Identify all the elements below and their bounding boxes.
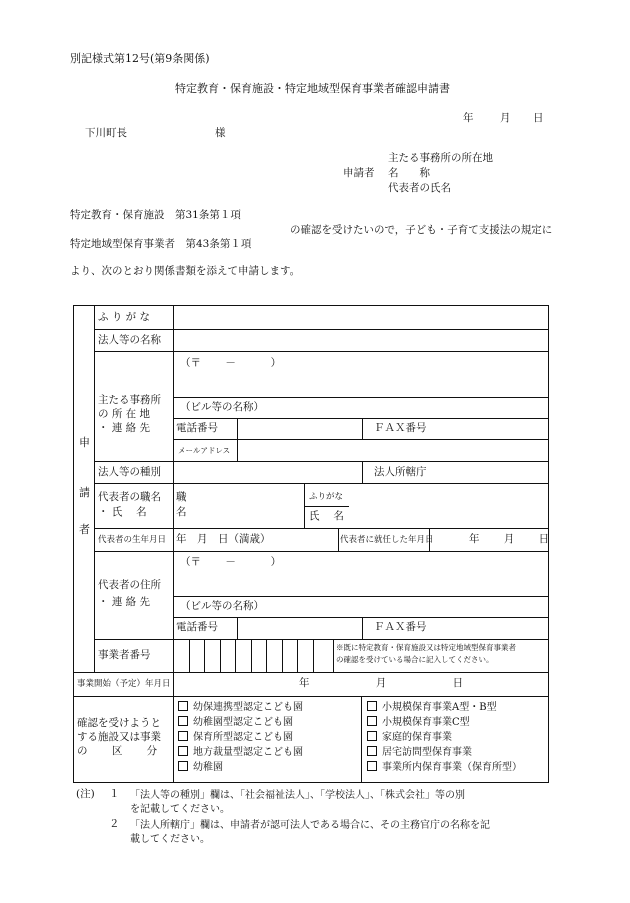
note-1-number: １ [109, 788, 120, 800]
checkbox-icon[interactable] [367, 761, 377, 771]
business-note-2: の確認を受けている場合に記入してください。 [336, 655, 494, 664]
checkbox-icon[interactable] [178, 746, 188, 756]
option-label: 居宅訪問型保育事業 [382, 747, 472, 758]
form-title: 特定教育・保育施設・特定地域型保育事業者確認申請書 [175, 82, 450, 95]
office-label-3: ・ 連 絡 先 [98, 422, 151, 434]
rep-mei: 名 [176, 506, 187, 518]
office-building: （ビル等の名称） [180, 401, 264, 413]
form-number: 別記様式第12号(第9条関係) [70, 52, 210, 65]
rep-birth-value: 年 月 日（満歳） [176, 533, 271, 545]
body-line1-a: 特定教育・保育施設 第31条第１項 [70, 209, 241, 221]
option-label: 幼稚園型認定こども園 [193, 717, 293, 728]
option-right-1[interactable] [367, 701, 497, 715]
section-label-sha: 者 [79, 523, 90, 536]
applicant-address-label: 主たる事務所の所在地 [388, 152, 493, 164]
office-label-2: の 所 在 地 [98, 408, 151, 420]
note-1-line-a: 「法人等の種別」欄は、「社会福祉法人」、「学校法人」、「株式会社」等の別 [130, 790, 465, 801]
rep-fax-label: ＦＡＸ番号 [374, 621, 427, 633]
note-1-line-b: を記載してください。 [130, 804, 230, 815]
start-date-value: 年 月 日 [299, 677, 464, 689]
date-month: 月 [500, 112, 511, 124]
notes-prefix: (注) [76, 788, 95, 800]
applicant-name-label: 名 称 [388, 167, 430, 179]
body-line1-b: 特定地域型保育事業者 第43条第１項 [70, 238, 252, 250]
checkbox-icon[interactable] [178, 761, 188, 771]
option-left-4[interactable] [178, 746, 303, 760]
rep-title-label-2: ・ 氏 名 [98, 506, 147, 518]
corp-type-label: 法人等の種別 [98, 466, 161, 478]
applicant-label: 申請者 [343, 167, 375, 179]
option-label: 幼稚園 [193, 762, 223, 773]
rep-birth-label: 代表者の生年月日 [98, 535, 167, 545]
rep-phone-label: 電話番号 [176, 621, 218, 633]
addressee: 下川町長 [85, 127, 127, 139]
date-day: 日 [533, 112, 544, 124]
note-2-line-b: 載してください。 [130, 834, 210, 845]
note-2-number: ２ [109, 818, 120, 830]
body-line2: より、次のとおり関係書類を添えて申請します。 [70, 265, 301, 277]
business-number-label: 事業者番号 [98, 649, 151, 661]
checkbox-icon[interactable] [367, 701, 377, 711]
rep-title-label-1: 代表者の職名 [98, 491, 161, 503]
option-left-3[interactable] [178, 731, 293, 745]
application-table [73, 305, 549, 783]
checkbox-icon[interactable] [178, 731, 188, 741]
option-right-5[interactable] [367, 761, 522, 775]
furigana-label: ふ り が な [98, 311, 151, 323]
option-label: 保育所型認定こども園 [193, 732, 293, 743]
facility-label-1: 確認を受けようと [77, 717, 161, 729]
rep-address-label-1: 代表者の住所 [98, 579, 161, 591]
checkbox-icon[interactable] [367, 716, 377, 726]
rep-appointed-label: 代表者に就任した年月日 [340, 535, 434, 545]
rep-building: （ビル等の名称） [180, 600, 264, 612]
section-label-sei: 請 [79, 486, 90, 499]
option-right-4[interactable] [367, 746, 472, 760]
rep-furigana-label: ふりがな [309, 492, 344, 502]
office-label-1: 主たる事務所 [98, 394, 161, 406]
start-date-label: 事業開始（予定）年月日 [77, 679, 171, 689]
option-left-2[interactable] [178, 716, 293, 730]
facility-label-2: する施設又は事業 [77, 731, 161, 743]
option-label: 幼保連携型認定こども園 [193, 702, 303, 713]
option-label: 小規模保育事業C型 [382, 717, 470, 728]
addressee-suffix: 様 [215, 127, 226, 139]
rep-address-label-2: ・ 連 絡 先 [98, 596, 151, 608]
rep-appointed-value: 年 月 日 [469, 533, 550, 545]
rep-postal: （〒 － ） [180, 556, 282, 568]
office-phone-label: 電話番号 [176, 422, 218, 434]
checkbox-icon[interactable] [178, 716, 188, 726]
date-year: 年 [463, 112, 474, 124]
office-email-label: メールアドレス [178, 446, 231, 455]
checkbox-icon[interactable] [367, 731, 377, 741]
option-right-2[interactable] [367, 716, 470, 730]
option-label: 事業所内保育事業（保育所型） [382, 762, 522, 773]
corp-authority-label: 法人所轄庁 [374, 466, 427, 478]
option-left-5[interactable] [178, 761, 223, 775]
facility-label-3: の 区 分 [77, 745, 158, 757]
checkbox-icon[interactable] [367, 746, 377, 756]
option-label: 家庭的保育事業 [382, 732, 452, 743]
checkbox-icon[interactable] [178, 701, 188, 711]
note-2-line-a: 「法人所轄庁」欄は、申請者が認可法人である場合に、その主務官庁の名称を記 [130, 820, 490, 831]
option-left-1[interactable] [178, 701, 303, 715]
rep-shoku: 職 [176, 491, 187, 503]
option-label: 小規模保育事業A型・B型 [382, 702, 497, 713]
applicant-rep-label: 代表者の氏名 [388, 182, 451, 194]
rep-shimei-label: 氏 名 [309, 510, 344, 522]
corp-name-label: 法人等の名称 [98, 334, 161, 346]
business-note-1: ※既に特定教育・保育施設又は特定地域型保育事業者 [336, 643, 516, 652]
option-right-3[interactable] [367, 731, 452, 745]
section-label-shin: 申 [79, 436, 90, 449]
option-label: 地方裁量型認定こども園 [193, 747, 303, 758]
office-fax-label: ＦＡＸ番号 [374, 422, 427, 434]
office-postal: （〒 － ） [180, 357, 282, 369]
body-line1-c: の確認を受けたいので，子ども・子育て支援法の規定に [290, 224, 553, 236]
